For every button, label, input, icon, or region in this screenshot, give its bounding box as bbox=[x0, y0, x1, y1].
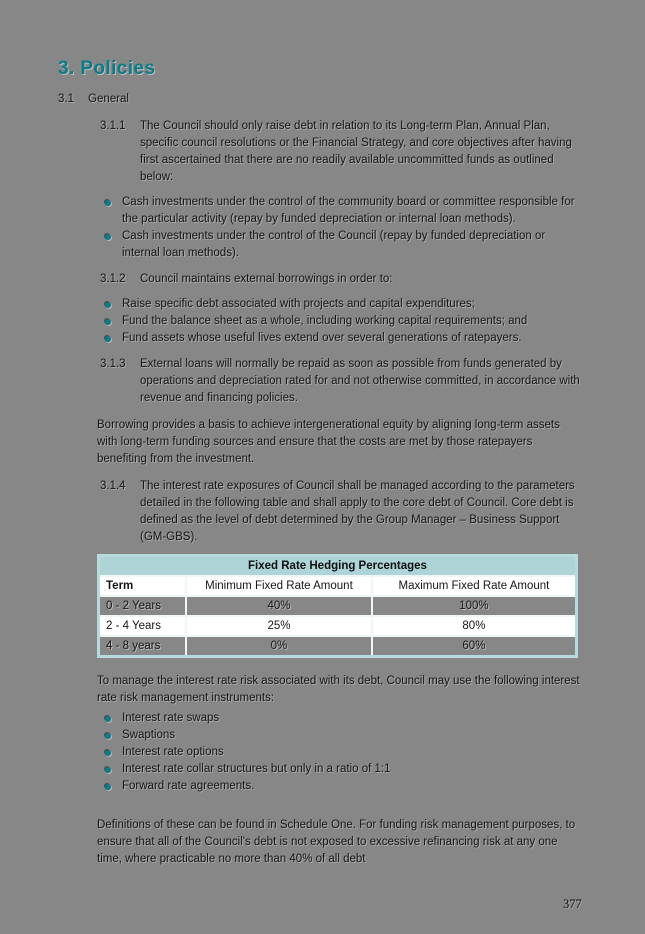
bullet-list-cash-investments bbox=[105, 194, 580, 262]
cell-min: 25% bbox=[186, 616, 372, 636]
table-title: Fixed Rate Hedging Percentages bbox=[99, 556, 577, 577]
bullet-icon bbox=[105, 319, 111, 325]
clause-3-1-4 bbox=[100, 478, 645, 546]
list-item bbox=[105, 778, 580, 795]
column-header-max: Maximum Fixed Rate Amount bbox=[372, 576, 577, 596]
list-item-text: Interest rate collar structures but only in a ratio of 1:1 bbox=[122, 763, 391, 775]
clause-text: Council maintains external borrowings in order to: bbox=[140, 273, 393, 285]
paragraph-borrowing: Borrowing provides a basis to achieve intergenerational equity by aligning long-term assets with long-term funding sources and ensure that the costs are met by those ratepayers benefiting from the investment. bbox=[97, 419, 560, 465]
list-item bbox=[105, 710, 580, 727]
list-item-text: Cash investments under the control of the Council (repay by funded depreciation or internal loan methods). bbox=[122, 230, 546, 259]
list-item bbox=[105, 744, 580, 761]
bullet-icon bbox=[105, 767, 111, 773]
cell-term: 2 - 4 Years bbox=[99, 616, 187, 636]
clause-text: External loans will normally be repaid as soon as possible from funds generated by operations and depreciation rated for and not otherwise committed, in accordance with revenue and financing policies. bbox=[140, 358, 580, 404]
bullet-icon bbox=[105, 733, 111, 739]
table-header-row bbox=[99, 576, 577, 596]
table-row bbox=[99, 616, 577, 636]
cell-min: 0% bbox=[186, 636, 372, 657]
list-item-text: Swaptions bbox=[122, 729, 176, 741]
bullet-list-instruments bbox=[105, 710, 580, 795]
bullet-icon bbox=[105, 302, 111, 308]
bullet-icon bbox=[105, 784, 111, 790]
list-item bbox=[105, 296, 580, 313]
clause-number: 3.1.1 bbox=[100, 120, 126, 132]
list-item-text: Raise specific debt associated with projects and capital expenditures; bbox=[122, 298, 475, 310]
cell-term: 0 - 2 Years bbox=[99, 596, 187, 616]
page-title: 3. Policies bbox=[58, 58, 156, 79]
cell-max: 100% bbox=[372, 596, 577, 616]
bullet-icon bbox=[105, 336, 111, 342]
list-item bbox=[105, 228, 580, 262]
list-item bbox=[105, 194, 580, 228]
paragraph-manage-risk: To manage the interest rate risk associated with its debt, Council may use the following interest rate risk management instruments: bbox=[97, 675, 580, 704]
fixed-rate-hedging-table bbox=[97, 554, 578, 658]
bullet-list-borrowing-reasons bbox=[105, 296, 580, 347]
column-header-term: Term bbox=[99, 576, 187, 596]
clause-3-1-1 bbox=[100, 118, 645, 186]
bullet-icon bbox=[105, 716, 111, 722]
section-title: General bbox=[88, 93, 129, 105]
cell-min: 40% bbox=[186, 596, 372, 616]
table-title-row bbox=[99, 556, 577, 577]
cell-max: 80% bbox=[372, 616, 577, 636]
bullet-icon bbox=[105, 200, 111, 206]
list-item-text: Fund assets whose useful lives extend over several generations of ratepayers. bbox=[122, 332, 522, 344]
section-number: 3.1 bbox=[58, 93, 74, 105]
clause-3-1-2 bbox=[100, 271, 645, 288]
paragraph-definitions: Definitions of these can be found in Schedule One. For funding risk management purposes, to ensure that all of the Council's debt is not exposed to excessive refinancing risk at any one time, where practicable no more than 40% of all debt bbox=[97, 819, 576, 865]
clause-number: 3.1.4 bbox=[100, 480, 126, 492]
clause-number: 3.1.2 bbox=[100, 273, 126, 285]
table-row bbox=[99, 636, 577, 657]
section-heading bbox=[58, 91, 645, 108]
list-item bbox=[105, 313, 580, 330]
list-item-text: Forward rate agreements. bbox=[122, 780, 255, 792]
cell-term: 4 - 8 years bbox=[99, 636, 187, 657]
list-item-text: Interest rate options bbox=[122, 746, 224, 758]
list-item-text: Fund the balance sheet as a whole, including working capital requirements; and bbox=[122, 315, 528, 327]
list-item bbox=[105, 727, 580, 744]
clause-text: The interest rate exposures of Council shall be managed according to the parameters detailed in the following table and shall apply to the core debt of Council. Core debt is defined as the level of debt determined by the Group Manager – Business Support (GM-GBS). bbox=[140, 480, 575, 543]
bullet-icon bbox=[105, 234, 111, 240]
list-item-text: Cash investments under the control of the community board or committee responsible for the particular activity (repay by funded depreciation or internal loan methods). bbox=[122, 196, 575, 225]
clause-3-1-3 bbox=[100, 356, 645, 407]
table-row bbox=[99, 596, 577, 616]
list-item-text: Interest rate swaps bbox=[122, 712, 220, 724]
bullet-icon bbox=[105, 750, 111, 756]
page-number: 377 bbox=[563, 897, 582, 911]
list-item bbox=[105, 761, 580, 778]
clause-number: 3.1.3 bbox=[100, 358, 126, 370]
clause-text: The Council should only raise debt in relation to its Long-term Plan, Annual Plan, specific council resolutions or the Financial Strategy, and core objectives after having first ascertained that there are no readily available uncommitted funds as outlined below: bbox=[140, 120, 572, 183]
column-header-min: Minimum Fixed Rate Amount bbox=[186, 576, 372, 596]
cell-max: 60% bbox=[372, 636, 577, 657]
list-item bbox=[105, 330, 580, 347]
